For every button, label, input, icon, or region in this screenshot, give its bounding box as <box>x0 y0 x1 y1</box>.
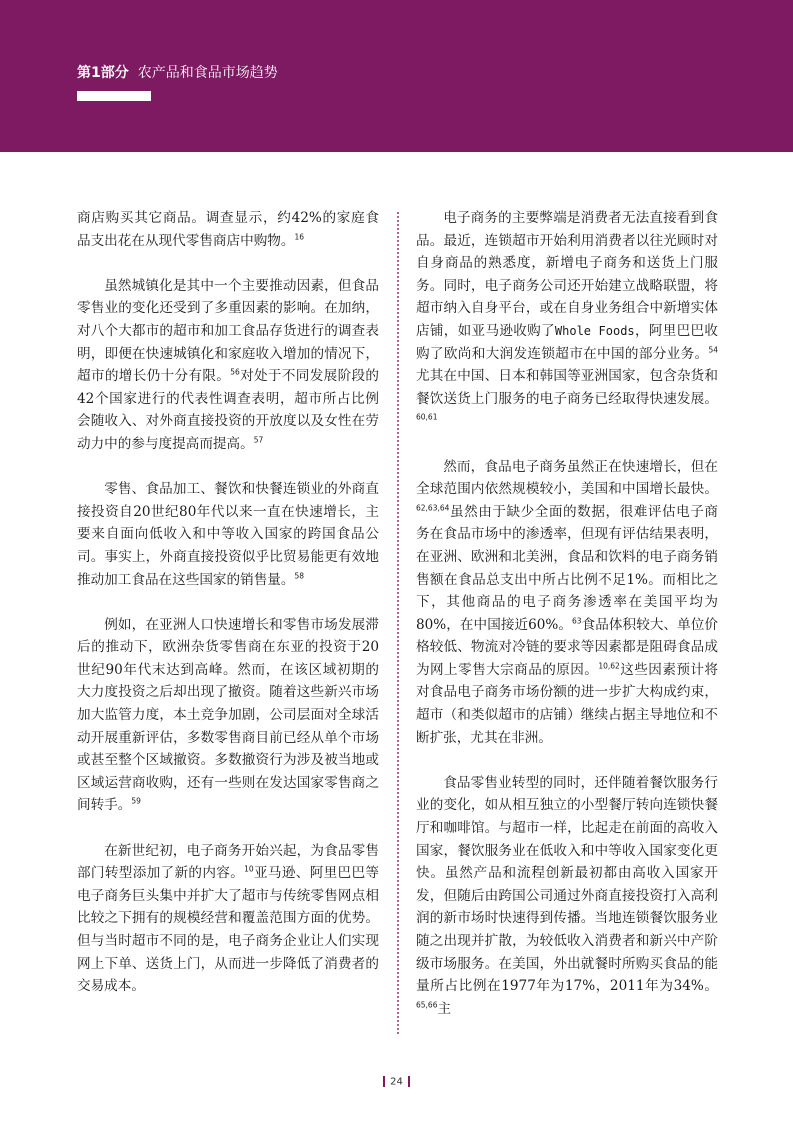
paragraph-text: 虽然由于缺少全面的数据，很难评估电子商务在食品市场中的渗透率，但现有评估结果表明，在亚洲、欧洲和北美洲，食品和饮料的电子商务销售额在食品总支出中所占比例不足1%。而相比之下，其他商品的电子商务渗透率在美国平均为80%，在中国接近60%。 <box>416 503 718 633</box>
left-column <box>77 207 379 1020</box>
paragraph <box>77 275 379 456</box>
paragraph-text: 亚马逊、阿里巴巴等电子商务巨头集中并扩大了超市与传统零售网点相比较之下拥有的规模经营和覆盖范围方面的优势。但与当时超市不同的是，电子商务企业让人们实现网上下单、送货上门，从而进一步降低了消费者的交易成本。 <box>77 865 380 995</box>
column-divider <box>397 212 399 1034</box>
paragraph-text: 在新世纪初，电子商务开始兴起，为食品零售部门转型添加了新的内容。 <box>77 842 379 882</box>
paragraph-text: ，阿里巴巴收购了欧尚和大润发连锁超市在中国的部分业务。 <box>416 322 719 362</box>
paragraph-text: 例如，在亚洲人口快速增长和零售市场发展滞后的推动下，欧洲杂货零售商在东亚的投资于20世纪90年代末达到高峰。然而，在该区域初期的大力度投资之后却出现了撤资。随着这些新兴市场加大监管力度，本土竞争加剧，公司层面对全球活动开展重新评估，多数零售商目前已经从单个市场或甚至整个区域撤资。多数撤资行为涉及被当地或区域运营商收购，还有一些则在发达国家零售商之间转手。 <box>77 616 379 814</box>
page-number-value: 24 <box>390 1076 403 1088</box>
reference: 57 <box>253 435 264 445</box>
paragraph <box>77 840 379 998</box>
reference: 54 <box>708 345 718 355</box>
reference: 16 <box>294 232 305 242</box>
paragraph-text: 商店购买其它商品。调查显示，约42%的家庭食品支出花在从现代零售商店中购物。 <box>77 210 379 249</box>
reference: 59 <box>131 796 141 806</box>
reference: 60,61 <box>416 412 438 422</box>
paragraph <box>77 614 379 817</box>
paragraph-text: 然而，食品电子商务虽然正在快速增长，但在全球范围内依然规模较小，美国和中国增长最快。 <box>416 458 718 498</box>
paragraph <box>416 456 718 750</box>
page-number-right-bar <box>408 1076 410 1087</box>
page-number-left-bar <box>383 1076 385 1087</box>
reference: 58 <box>294 570 305 580</box>
reference: 56 <box>230 367 240 377</box>
paragraph <box>77 207 379 252</box>
right-column <box>416 207 718 1043</box>
reference: 65,66 <box>416 1000 438 1010</box>
paragraph-text: 电子商务的主要弊端是消费者无法直接看到食品。最近，连锁超市开始利用消费者以往光顾时对自身商品的熟悉度，新增电子商务和送货上门服务。同时，电子商务公司还开始建立战略联盟，将超市纳入自身平台，或在自身业务组合中新增实体店铺，如亚马逊收购了 <box>416 210 718 339</box>
paragraph-text: 这些因素预计将对食品电子商务市场份额的进一步扩大构成约束，超市（和类似超市的店铺）继续占据主导地位和不断扩张，尤其在非洲。 <box>416 661 719 746</box>
paragraph-text: 食品零售业转型的同时，还伴随着餐饮服务行业的变化，如从相互独立的小型餐厅转向连锁快餐厅和咖啡馆。与超市一样，比起走在前面的高收入国家，餐饮服务业在低收入和中等收入国家变化更快。虽然产品和流程创新最初都由高收入国家开发，但随后由跨国公司通过外商直接投资打入高利润的新市场时快速得到传播。当地连锁餐饮服务业随之出现并扩散，为较低收入消费者和新兴中产阶级市场服务。在美国，外出就餐时所购买食品的能量所占比例在1977年为17%，2011年为34%。 <box>416 774 718 995</box>
section-part: 第1部分 <box>77 65 129 81</box>
paragraph <box>77 478 379 591</box>
paragraph-text: 零售、食品加工、餐饮和快餐连锁业的外商直接投资自20世纪80年代以来一直在快速增长，主要来自面向低收入和中等收入国家的跨国食品公司。事实上，外商直接投资似乎比贸易能更有效地推动加工食品在这些国家的销售量。 <box>77 481 379 588</box>
paragraph-text: 对处于不同发展阶段的42个国家进行的代表性调查表明，超市所占比例会随收入、对外商直接投资的开放度以及女性在劳动力中的参与度提高而提高。 <box>77 368 380 452</box>
paragraph-text: 虽然城镇化是其中一个主要推动因素，但食品零售业的变化还受到了多重因素的影响。在加纳，对八个大都市的超市和加工食品存货进行的调查表明，即便在快速城镇化和家庭收入增加的情况下，超市的增长仍十分有限。 <box>77 277 379 385</box>
section-title: 农产品和食品市场趋势 <box>137 65 278 81</box>
paragraph <box>416 772 718 1021</box>
paragraph-text: 尤其在中国、日本和韩国等亚洲国家，包含杂货和餐饮送货上门服务的电子商务已经取得快速发展。 <box>416 368 718 407</box>
section-label <box>77 63 278 83</box>
reference: 63 <box>572 616 582 626</box>
reference: 10 <box>244 864 254 874</box>
page-number <box>0 1076 793 1088</box>
brand-name: Whole Foods <box>554 323 635 338</box>
paragraph-text: 食品体积较大、单位价格较低、物流对冷链的要求等因素都是阻碍食品成为网上零售大宗商品的原因。 <box>416 616 719 678</box>
reference: 62,63,64 <box>416 503 450 513</box>
header-accent-bar <box>77 91 151 101</box>
reference: 10,62 <box>598 661 620 671</box>
paragraph <box>416 207 718 433</box>
paragraph-text: 主 <box>437 1000 452 1017</box>
